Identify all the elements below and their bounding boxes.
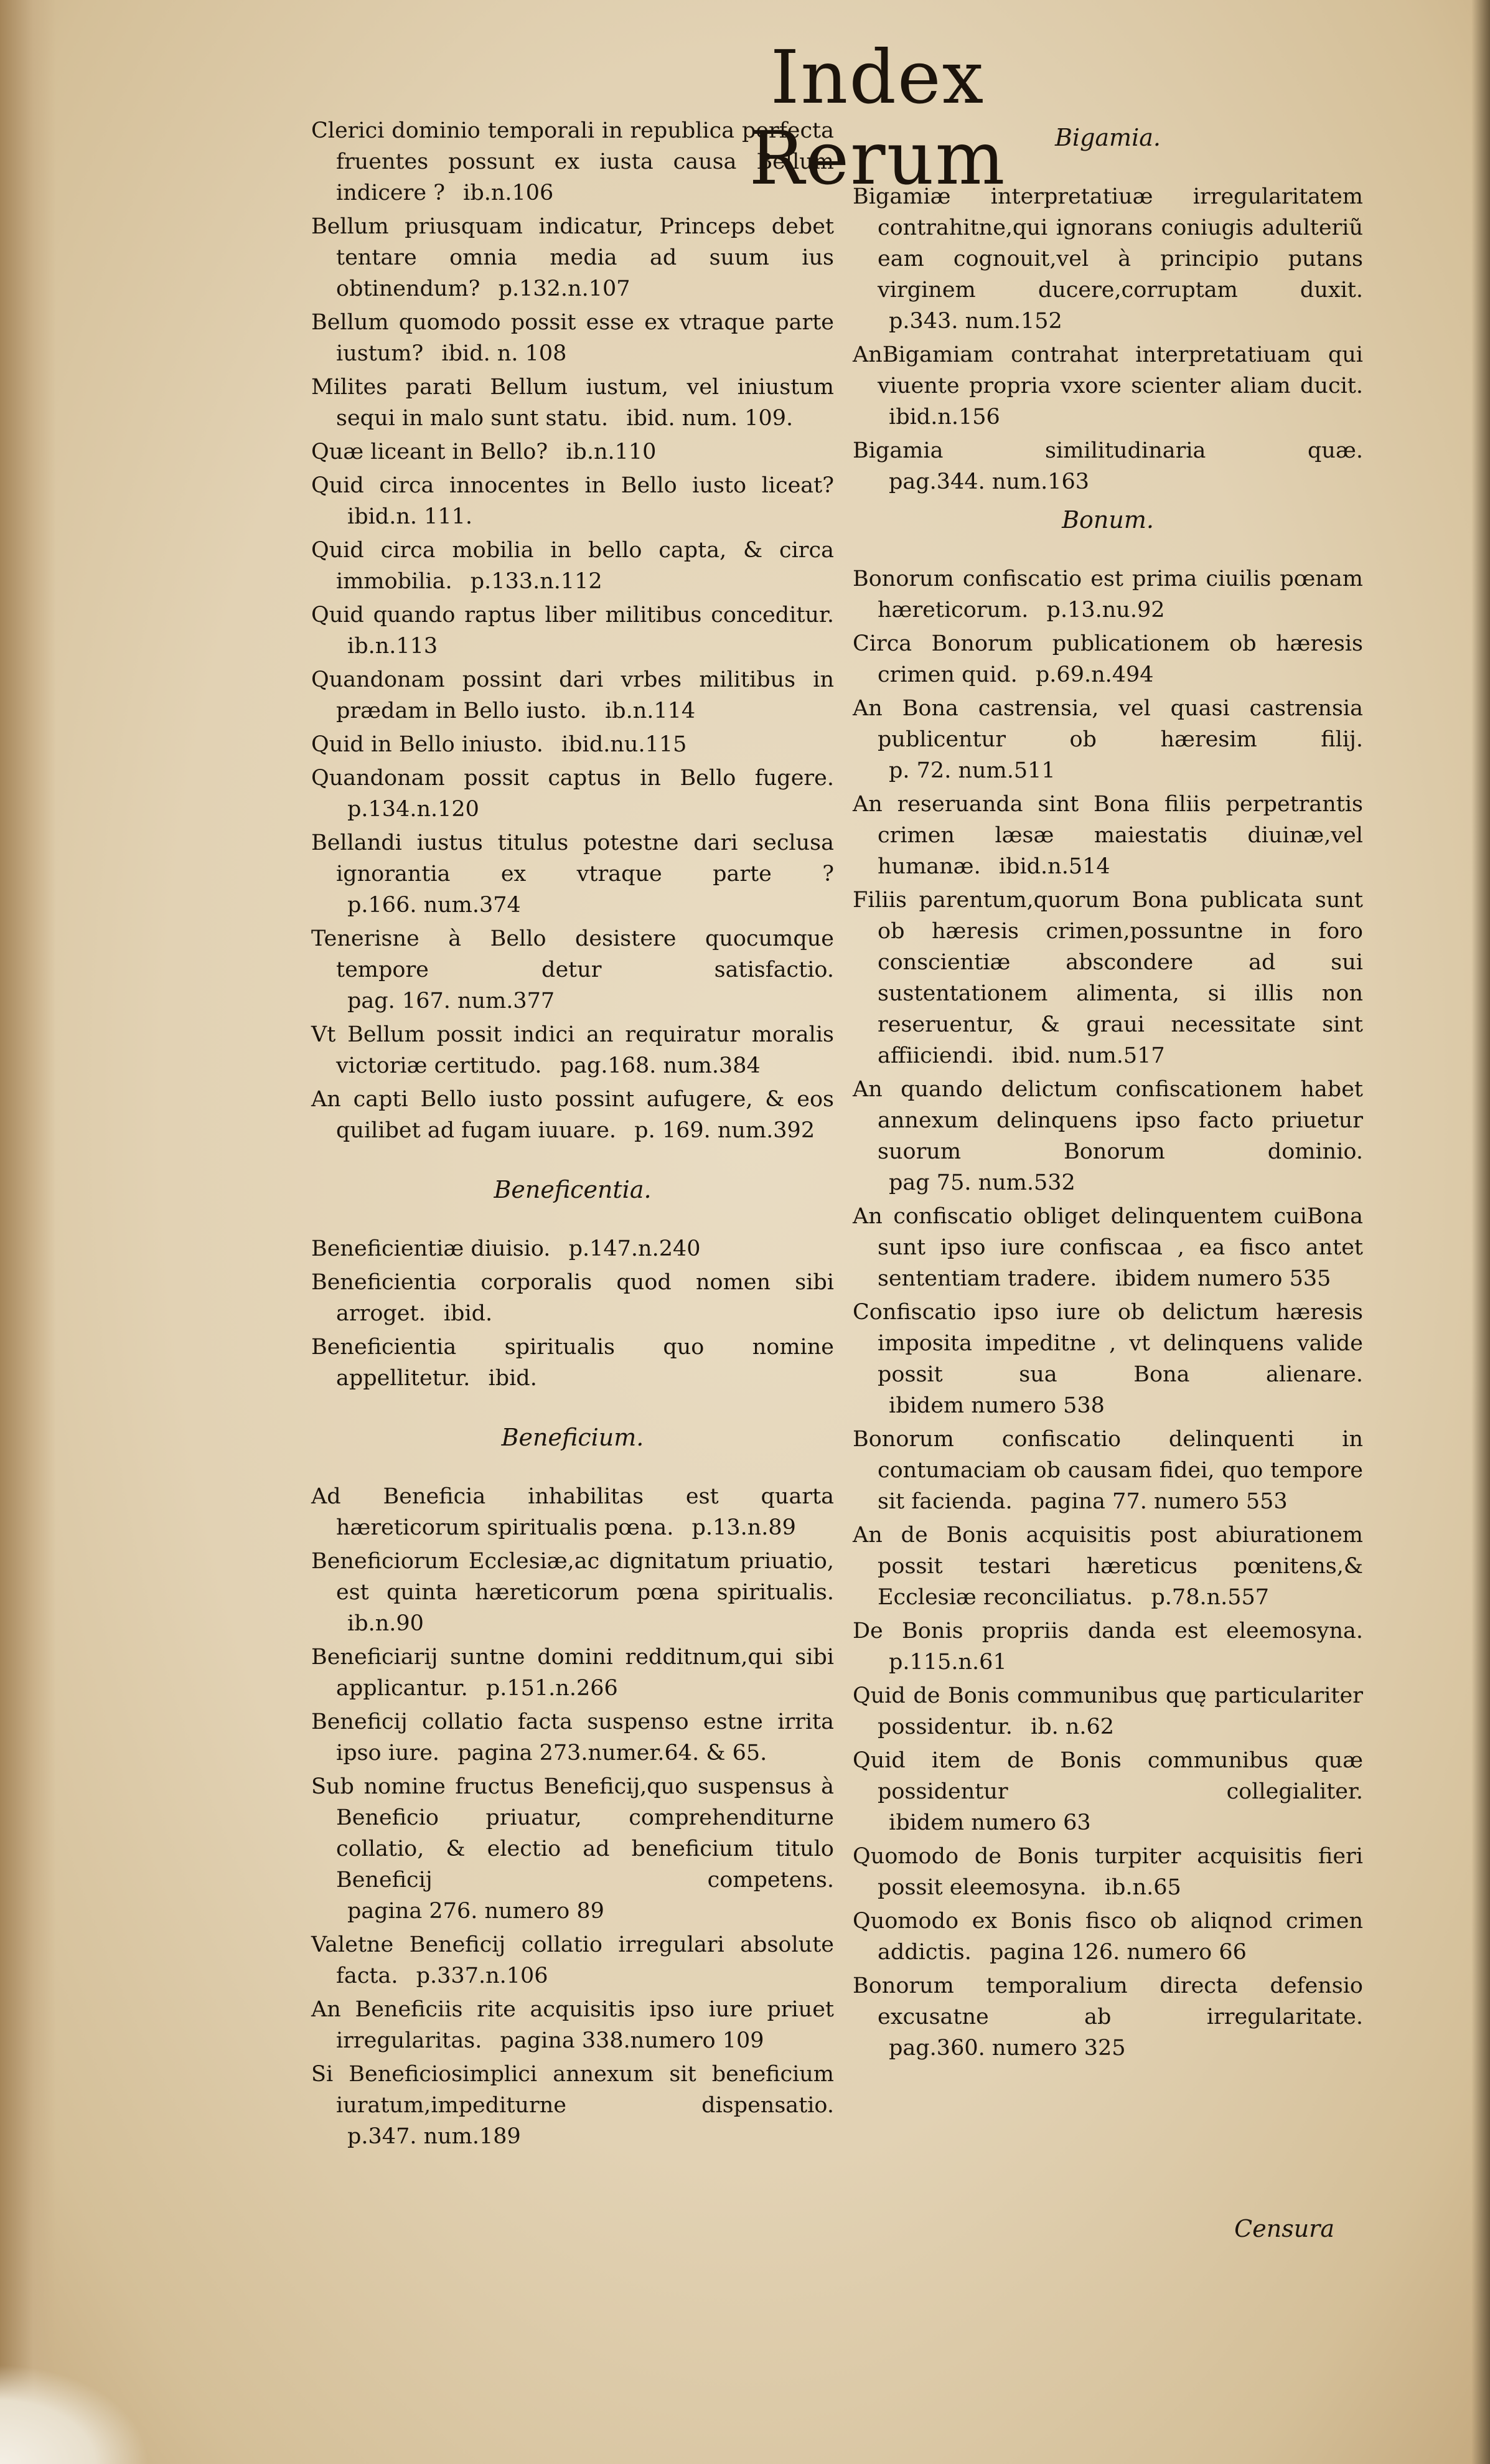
index-entry [853,1745,1363,1838]
entry-text: Bigamiæ interpretatiuæ irregularitatem contrahitne,qui ignorans coniugis adulteriũ eam cognouit,vel à principio putans virginem ducere,corruptam duxit. [853,184,1363,303]
index-entry [853,885,1363,1071]
index-entry [853,1520,1363,1613]
index-entry [311,600,834,662]
index-entry [853,1841,1363,1903]
index-entry [853,789,1363,882]
index-entry [311,535,834,597]
entry-text: Quæ liceant in Bello? [311,440,548,464]
entry-reference: ib.n.110 [566,440,657,464]
entry-reference: p.78.n.557 [1151,1585,1270,1610]
entry-reference: pagina 273.numer.64. & 65. [457,1741,767,1766]
entry-reference: p.13.nu.92 [1046,598,1165,623]
index-entry [311,372,834,434]
entry-reference: pag. 167. num.377 [347,989,555,1013]
section-heading: Beneficentia. [494,1176,652,1203]
entry-reference: ibid.nu.115 [561,732,687,757]
entry-reference: ibid. num.517 [1012,1043,1165,1068]
index-entry [311,307,834,369]
index-entry [853,181,1363,337]
entry-text: Circa Bonorum publicationem ob hæresis crimen quid. [853,631,1363,687]
index-entry [311,729,834,760]
entry-reference: p.13.n.89 [691,1515,796,1540]
entry-text: Quid circa mobilia in bello capta, & circa immobilia. [311,538,834,594]
entry-reference: pagina 77. numero 553 [1030,1489,1288,1514]
entry-text: Confiscatio ipso iure ob delictum hæresis imposita impeditne , vt delinquens valide possit sua Bona alienare. [853,1300,1363,1387]
entry-reference: p.151.n.266 [485,1676,618,1701]
entry-text: Beneficientia corporalis quod nomen sibi arroget. [311,1270,834,1326]
entry-text: An de Bonis acquisitis post abiurationem possit testari hæreticus pœnitens,& Ecclesiæ reconciliatus. [853,1523,1363,1610]
section-heading: Bigamia. [1055,124,1161,151]
entry-text: Quid de Bonis communibus quę particulariter possidentur. [853,1683,1363,1739]
entry-reference: pagina 126. numero 66 [989,1940,1247,1965]
index-entry [311,1332,834,1394]
index-entry [311,1019,834,1081]
entry-text: Quid quando raptus liber militibus conceditur. [311,603,834,628]
entry-reference: p. 169. num.392 [634,1118,815,1143]
entry-reference: pagina 276. numero 89 [347,1899,604,1924]
index-entry [853,1074,1363,1198]
entry-text: Si Beneficiosimplici annexum sit beneficium iuratum,impediturne dispensatio. [311,2062,834,2118]
entry-reference: p.133.n.112 [470,569,602,594]
section-heading: Beneficium. [501,1424,644,1451]
entry-text: Quid in Bello iniusto. [311,732,543,757]
index-entry [853,693,1363,786]
entry-text: Beneficiorum Ecclesiæ,ac dignitatum priuatio, est quinta hæreticorum pœna spiritualis. [311,1549,834,1605]
entry-reference: p.132.n.107 [498,276,630,301]
entry-reference: ib.n.90 [347,1611,424,1636]
entry-reference: ibidem numero 63 [889,1810,1091,1835]
section-heading: Bonum. [1062,506,1154,534]
entry-reference: p.347. num.189 [347,2124,521,2149]
entry-text: Milites parati Bellum iustum, vel iniustum sequi in malo sunt statu. [311,375,834,431]
index-entry [311,827,834,921]
entry-reference: ib.n.65 [1104,1875,1181,1900]
entry-text: Vt Bellum possit indici an requiratur moralis victoriæ certitudo. [311,1022,834,1078]
index-entry [311,664,834,727]
index-entry [311,115,834,209]
entry-text: Quandonam possint dari vrbes militibus in prædam in Bello iusto. [311,667,834,723]
entry-text: Ad Beneficia inhabilitas est quarta hæreticorum spiritualis pœna. [311,1484,834,1540]
index-entry [311,1084,834,1146]
entry-text: Bigamia similitudinaria quæ. [853,438,1363,463]
entry-text: Filiis parentum,quorum Bona publicata sunt ob hæresis crimen,possuntne in foro conscientiæ abscondere ad sui sustentationem alimenta, si illis non reseruentur, & graui necessitate sint affiiciendi. [853,888,1363,1068]
entry-text: Bellum quomodo possit esse ex vtraque parte iustum? [311,310,834,366]
entry-text: Bonorum confiscatio est prima ciuilis pœnam hæreticorum. [853,567,1363,623]
entry-text: Clerici dominio temporali in republica perfecta fruentes possunt ex iusta causa Bellum indicere ? [311,118,834,205]
page-edge-shadow [1471,0,1490,2464]
entry-reference: ib.n.106 [463,181,554,205]
entry-reference: ibid. num. 109. [626,406,794,431]
entry-text: An Bona castrensia, vel quasi castrensia publicentur ob hæresim filij. [853,696,1363,752]
entry-reference: pagina 338.numero 109 [500,2028,764,2053]
index-entry [311,1481,834,1543]
entry-text: Quandonam possit captus in Bello fugere. [311,766,834,791]
entry-text: Beneficientia spiritualis quo nomine appellitetur. [311,1335,834,1391]
entry-text: An Beneficiis rite acquisitis ipso iure priuet irregularitas. [311,1997,834,2053]
index-entry [853,1615,1363,1678]
entry-text: Beneficiarij suntne domini redditnum,qui sibi applicantur. [311,1645,834,1701]
entry-reference: ibid.n.156 [889,405,1000,430]
index-entry [853,563,1363,626]
entry-reference: pag.344. num.163 [889,469,1090,494]
index-entry [311,470,834,532]
index-entry [853,628,1363,690]
index-entry [311,2059,834,2152]
index-entry [311,1771,834,1927]
index-entry [853,1906,1363,1968]
entry-text: De Bonis propriis danda est eleemosyna. [853,1619,1363,1643]
index-entry [311,436,834,468]
index-entry [311,211,834,304]
page-title: Index Rerum [749,34,1006,201]
entry-text: An quando delictum confiscationem habet annexum delinquens ipso facto priuetur suorum Bonorum dominio. [853,1077,1363,1164]
entry-reference: ibid. n. 108 [441,341,567,366]
entry-reference: p.69.n.494 [1035,662,1154,687]
entry-reference: p.343. num.152 [889,309,1062,334]
entry-reference: p.166. num.374 [347,893,521,918]
entry-reference: ibidem numero 535 [1115,1266,1331,1291]
entry-reference: p.147.n.240 [568,1236,701,1261]
entry-reference: ib.n.114 [604,698,696,723]
entry-text: AnBigamiam contrahat interpretatiuam qui viuente propria vxore scienter aliam ducit. [853,342,1363,398]
entry-text: Quomodo ex Bonis fisco ob aliqnod crimen addictis. [853,1909,1363,1965]
index-entry [853,435,1363,497]
entry-reference: pag.168. num.384 [560,1053,761,1078]
entry-text: Sub nomine fructus Beneficij,quo suspensus à Beneficio priuatur, comprehenditurne collatio, & electio ad beneficium titulo Beneficij competens. [311,1774,834,1893]
entry-text: Quid item de Bonis communibus quæ possidentur collegialiter. [853,1748,1363,1804]
entry-reference: ib.n.113 [347,634,438,659]
index-entry [311,763,834,825]
index-entry [311,1929,834,1991]
page-gutter-shadow [0,0,56,2464]
entry-reference: ibid. [443,1301,493,1326]
index-entry [853,1297,1363,1421]
entry-text: Bonorum confiscatio delinquenti in contumaciam ob causam fidei, quo tempore sit facienda. [853,1427,1363,1514]
entry-reference: p. 72. num.511 [889,758,1056,783]
index-entry [853,1970,1363,2064]
entry-reference: p.337.n.106 [416,1963,548,1988]
entry-text: Bellandi iustus titulus potestne dari seclusa ignorantia ex vtraque parte ? [311,830,834,886]
entry-text: Valetne Beneficij collatio irregulari absolute facta. [311,1932,834,1988]
right-column [853,115,1363,2066]
entry-text: An reseruanda sint Bona filiis perpetrantis crimen læsæ maiestatis diuinæ,vel humanæ. [853,792,1363,879]
entry-reference: ib. n.62 [1031,1714,1115,1739]
index-entry [853,1680,1363,1742]
index-entry [311,923,834,1017]
entry-text: Quid circa innocentes in Bello iusto liceat? [311,473,834,498]
entry-reference: ibid.n. 111. [347,504,473,529]
index-entry [853,1424,1363,1517]
index-entry [853,1201,1363,1294]
entry-text: Beneficij collatio facta suspenso estne irrita ipso iure. [311,1709,834,1766]
entry-text: Beneficientiæ diuisio. [311,1236,551,1261]
entry-reference: pag.360. numero 325 [889,2036,1126,2061]
entry-reference: ibidem numero 538 [889,1393,1105,1418]
index-entry [311,1233,834,1264]
entry-reference: ibid. [488,1366,537,1391]
index-entry [311,1706,834,1769]
index-entry [853,339,1363,433]
paper-damage [0,2364,149,2464]
entry-reference: pag 75. num.532 [889,1170,1075,1195]
entry-reference: ibid.n.514 [998,854,1110,879]
entry-reference: p.115.n.61 [889,1650,1007,1675]
index-entry [311,1546,834,1639]
entry-text: Tenerisne à Bello desistere quocumque tempore detur satisfactio. [311,926,834,982]
entry-text: An confiscatio obliget delinquentem cuiBona sunt ipso iure confiscaa , ea fisco antet sententiam tradere. [853,1204,1363,1291]
entry-text: An capti Bello iusto possint aufugere, & eos quilibet ad fugam iuuare. [311,1087,834,1143]
entry-text: Quomodo de Bonis turpiter acquisitis fieri possit eleemosyna. [853,1844,1363,1900]
index-entry [311,1994,834,2056]
entry-text: Bonorum temporalium directa defensio excusatne ab irregularitate. [853,1973,1363,2029]
index-entry [311,1267,834,1329]
entry-reference: p.134.n.120 [347,797,479,822]
entry-text: Bellum priusquam indicatur, Princeps debet tentare omnia media ad suum ius obtinendum? [311,214,834,301]
left-column [311,115,834,2155]
catchword: Censura [1234,2215,1334,2242]
index-entry [311,1642,834,1704]
